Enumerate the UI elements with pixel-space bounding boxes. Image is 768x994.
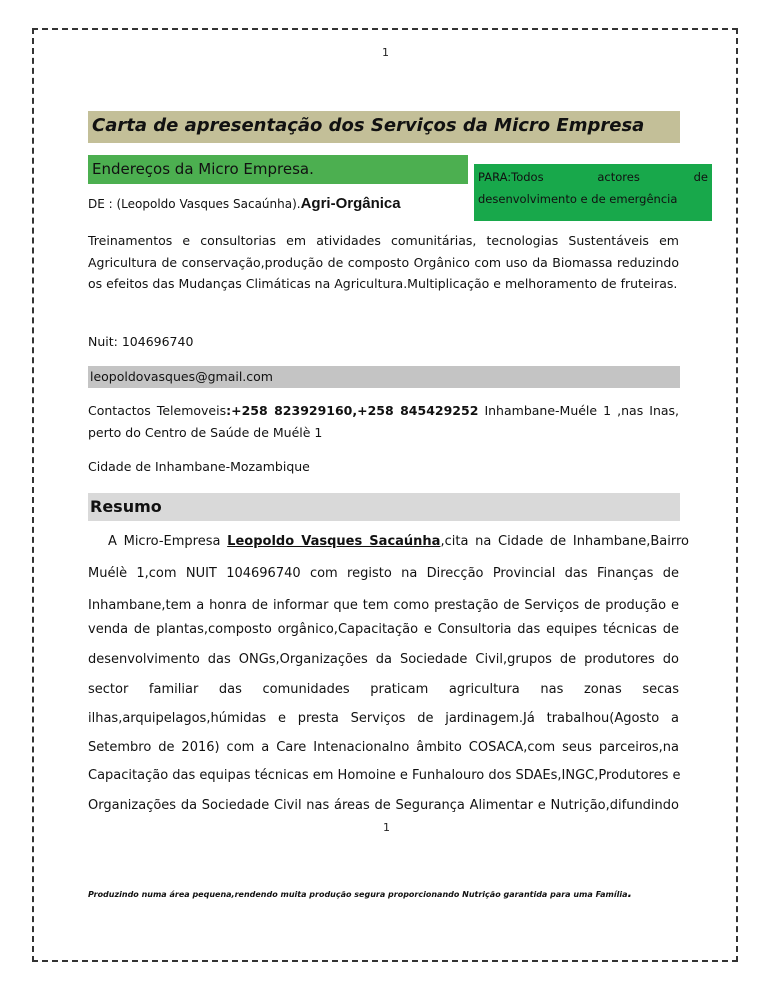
resumo-line-1 (98, 532, 689, 552)
resumo-line-9: Capacitação das equipas técnicas em Homoine e Funhalouro dos SDAEs,INGC,Produtores e (88, 768, 681, 783)
email-link[interactable]: leopoldovasques@gmail.com (88, 366, 680, 388)
recipient-line-2: desenvolvimento e de emergência (478, 192, 678, 206)
company-name: Agri-Orgânica (300, 195, 401, 212)
resumo-line-3: Inhambane,tem a honra de informar que tem como prestação de Serviços de produção e (88, 598, 679, 613)
resumo-line-4: venda de plantas,composto orgânico,Capacitação e Consultoria das equipes técnicas de (88, 622, 679, 637)
recipient-box (474, 164, 712, 221)
recipient-word-3: de (693, 170, 708, 184)
nuit-line: Nuit: 104696740 (88, 334, 194, 349)
resumo-line-6: sector familiar das comunidades praticam agricultura nas zonas secas (88, 682, 679, 697)
resumo-line-1-post: ,cita na Cidade de Inhambane,Bairro (440, 534, 690, 549)
resumo-heading: Resumo (88, 493, 680, 521)
services-paragraph: Treinamentos e consultorias em atividades comunitárias, tecnologias Sustentáveis em Agricultura de conservação,produção de composto Orgânico com uso da Biomassa reduzindo os efeitos das Mudanças Climáticas na Agricultura.Multiplicação e melhoramento de fruteiras. (88, 233, 679, 291)
footer-text: Produzindo numa área pequena,rendendo muita produção segura proporcionando Nutrição garantida para uma Família (88, 890, 628, 899)
resumo-line-1-pre: A Micro-Empresa (108, 534, 221, 549)
footer-period: . (627, 886, 633, 900)
resumo-line-5: desenvolvimento das ONGs,Organizações da Sociedade Civil,grupos de produtores do (88, 652, 679, 667)
resumo-line-10: Organizações da Sociedade Civil nas áreas de Segurança Alimentar e Nutrição,difundindo (88, 798, 679, 813)
resumo-line-2: Muélè 1,com NUIT 104696740 com registo na Direcção Provincial das Finanças de (88, 566, 679, 581)
footer-motto (88, 886, 632, 900)
company-owner-name: Leopoldo Vasques Sacaúnha (227, 534, 441, 549)
sender-line (88, 195, 401, 212)
city-line: Cidade de Inhambane-Mozambique (88, 459, 310, 474)
page-title: Carta de apresentação dos Serviços da Micro Empresa (88, 111, 680, 143)
contacts-label: Contactos Telemoveis (88, 403, 227, 418)
contacts-paragraph (88, 400, 679, 443)
resumo-line-7: ilhas,arquipelagos,húmidas e presta Serviços de jardinagem.Já trabalhou(Agosto a (88, 711, 679, 726)
address-heading: Endereços da Micro Empresa. (88, 155, 468, 184)
contacts-address: Inhambane-Muéle 1 ,nas Inas, perto do Centro de Saúde de Muélè 1 (88, 403, 680, 440)
resumo-line-8: Setembro de 2016) com a Care Intenacionalno âmbito COSACA,com seus parceiros,na (88, 740, 679, 755)
page-number-bottom: 1 (383, 821, 390, 834)
recipient-word-2: actores (597, 170, 640, 184)
sender-prefix: DE : (Leopoldo Vasques Sacaúnha). (88, 197, 301, 211)
contacts-numbers: :+258 823929160,+258 845429252 (226, 403, 479, 418)
page-number-top: 1 (382, 46, 389, 59)
recipient-word-1: PARA:Todos (478, 170, 544, 184)
